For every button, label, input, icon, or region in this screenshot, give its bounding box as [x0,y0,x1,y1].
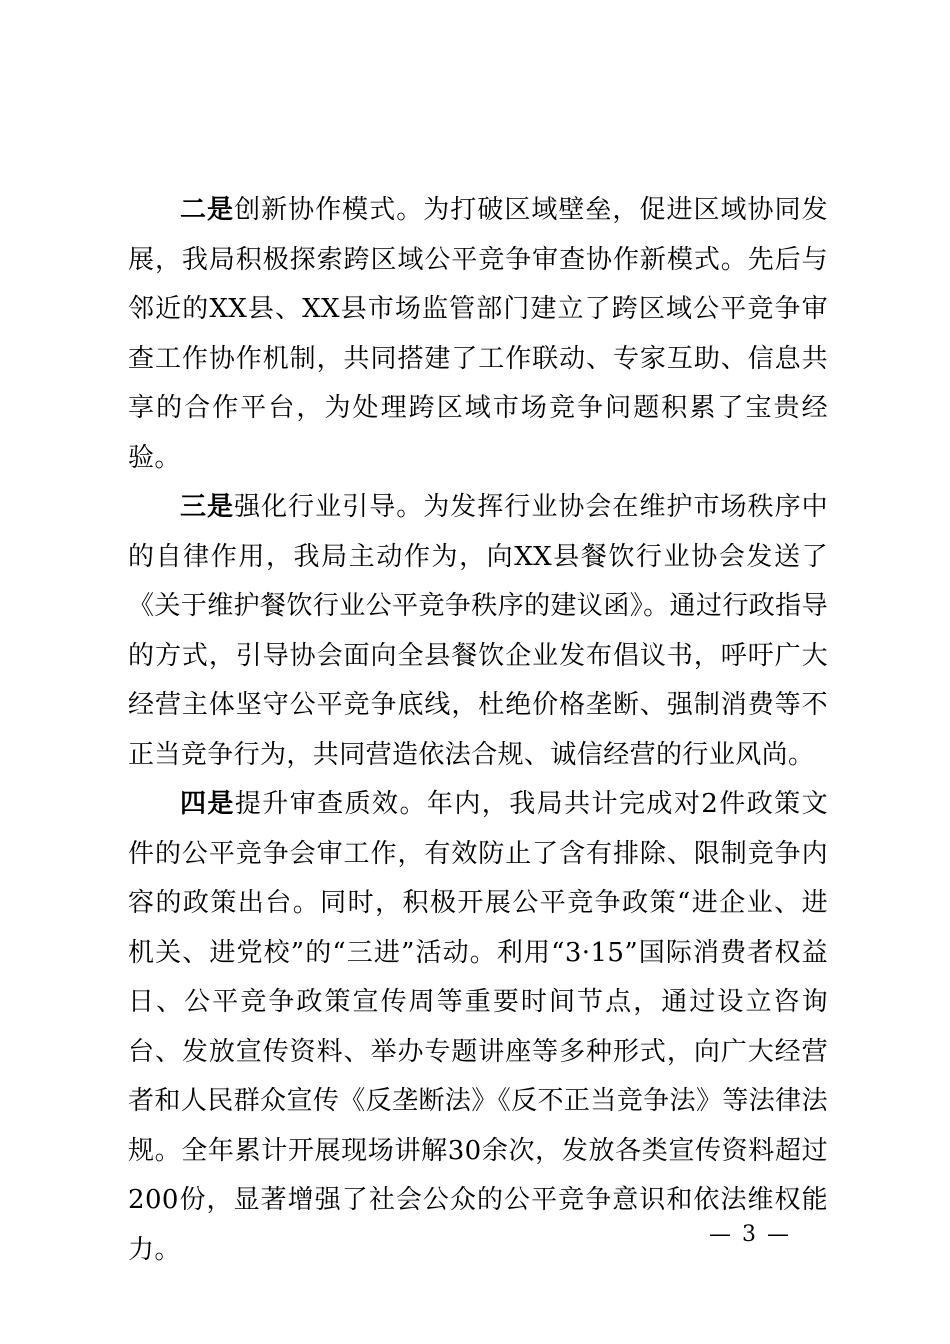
paragraph-body: 提升审查质效。年内，我局共计完成对2件政策文件的公平竞争会审工作，有效防止了含有排除、限制竞争内容的政策出台。同时，积极开展公平竞争政策“进企业、进机关、进党校”的“三进”活动。利用“3·15”国际消费者权益日、公平竞争政策宣传周等重要时间节点，通过设立咨询台、发放宣传资料、举办专题讲座等多种形式，向广大经营者和人民群众宣传《反垄断法》《反不正当竞争法》等法律法规。全年累计开展现场讲解30余次，发放各类宣传资料超过200份，显著增强了社会公众的公平竞争意识和依法维权能力。 [128,789,828,1265]
paragraph-collaboration [128,186,828,483]
body-text [128,186,828,1275]
paragraph-body: 强化行业引导。为发挥行业协会在维护市场秩序中的自律作用，我局主动作为，向XX县餐饮行业协会发送了《关于维护餐饮行业公平竞争秩序的建议函》。通过行政指导的方式，引导协会面向全县餐饮企业发布倡议书，呼吁广大经营主体坚守公平竞争底线，杜绝价格垄断、强制消费等不正当竞争行为，共同营造依法合规、诚信经营的行业风尚。 [128,492,828,770]
paragraph-body: 创新协作模式。为打破区域壁垒，促进区域协同发展，我局积极探索跨区域公平竞争审查协作新模式。先后与邻近的XX县、XX县市场监管部门建立了跨区域公平竞争审查工作协作机制，共同搭建了工作联动、专家互助、信息共享的合作平台，为处理跨区域市场竞争问题积累了宝贵经验。 [128,195,828,473]
paragraph-lead: 四是 [180,789,235,819]
page-number: — 3 — [709,1222,791,1247]
paragraph-industry-guidance [128,483,828,780]
paragraph-lead: 三是 [180,492,235,522]
paragraph-lead: 二是 [180,195,235,225]
paragraph-review-quality [128,780,828,1275]
